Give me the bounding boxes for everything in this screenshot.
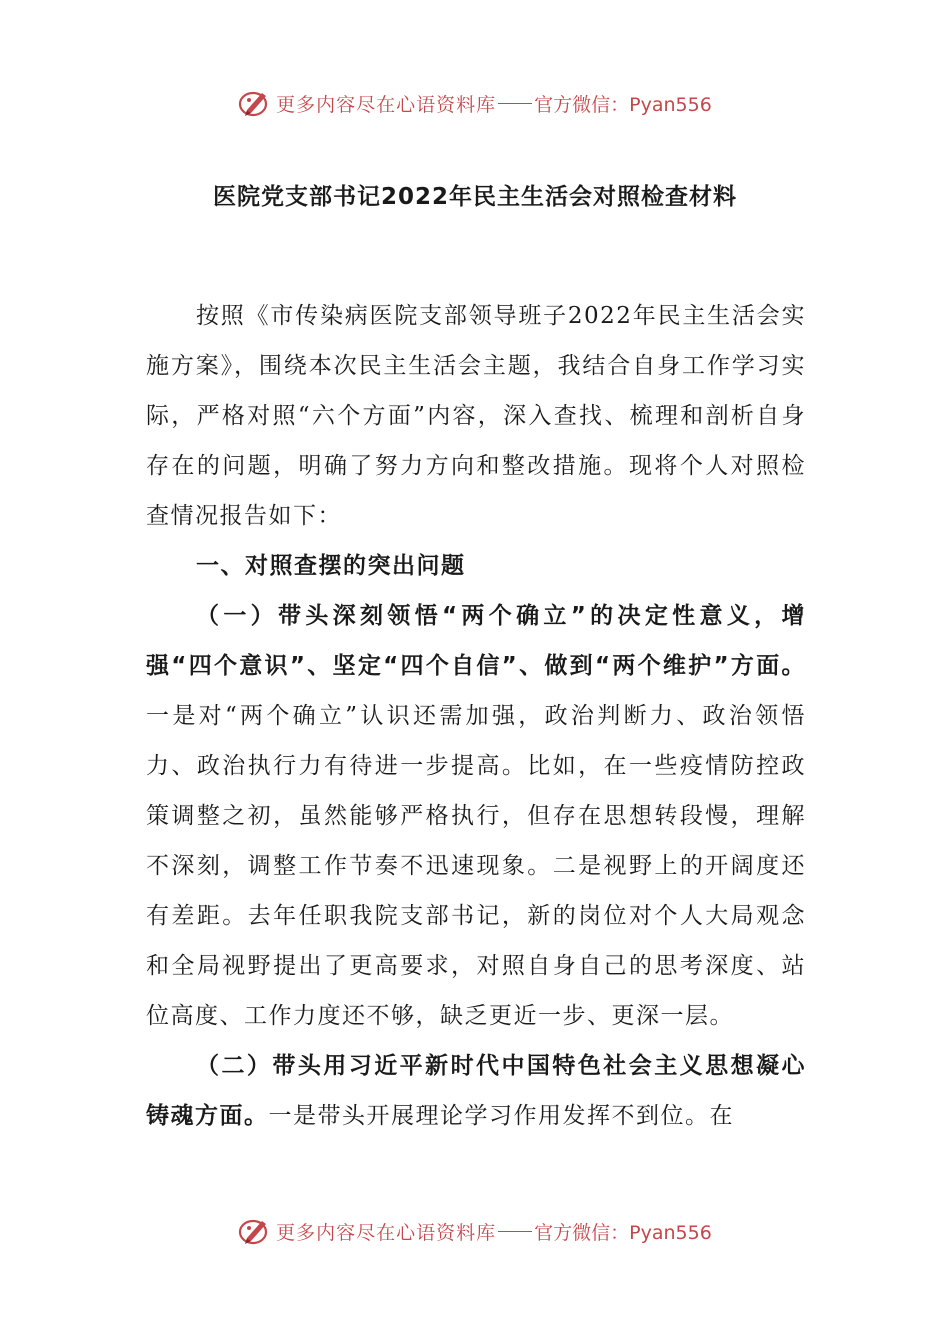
item-1-heading: （一）带头深刻领悟“两个确立”的决定性意义，增强“四个意识”、坚定“四个自信”、做到“两个维护”方面。	[146, 603, 806, 679]
item-1-paragraph	[146, 591, 806, 1041]
item-2-paragraph	[146, 1041, 806, 1141]
watermark-wechat: 官方微信：Pyan556	[534, 1221, 712, 1244]
watermark-separator	[498, 1231, 532, 1232]
watermark-wechat: 官方微信：Pyan556	[534, 93, 712, 116]
document-body	[146, 291, 806, 1141]
watermark-header	[0, 83, 950, 123]
watermark-footer	[0, 1211, 950, 1251]
pen-logo-icon	[238, 1214, 272, 1248]
intro-paragraph: 按照《市传染病医院支部领导班子2022年民主生活会实施方案》，围绕本次民主生活会主题，我结合自身工作学习实际，严格对照“六个方面”内容，深入查找、梳理和剖析自身存在的问题，明确了努力方向和整改措施。现将个人对照检查情况报告如下：	[146, 303, 806, 529]
item-2-text: 一是带头开展理论学习作用发挥不到位。在	[268, 1103, 734, 1129]
watermark-separator	[498, 103, 532, 104]
item-2-heading: （二）带头用习近平新时代中国特色社会主义思想凝心铸魂方面。	[146, 1053, 806, 1129]
watermark-text: 更多内容尽在心语资料库	[276, 1221, 497, 1244]
section-heading: 一、对照查摆的突出问题	[196, 553, 466, 579]
watermark-text: 更多内容尽在心语资料库	[276, 93, 497, 116]
pen-logo-icon	[238, 86, 272, 120]
item-1-text: 一是对“两个确立”认识还需加强，政治判断力、政治领悟力、政治执行力有待进一步提高。比如，在一些疫情防控政策调整之初，虽然能够严格执行，但存在思想转段慢，理解不深刻，调整工作节奏不迅速现象。二是视野上的开阔度还有差距。去年任职我院支部书记，新的岗位对个人大局观念和全局视野提出了更高要求，对照自身自己的思考深度、站位高度、工作力度还不够，缺乏更近一步、更深一层。	[146, 703, 806, 1029]
document-title: 医院党支部书记2022年民主生活会对照检查材料	[212, 184, 737, 210]
